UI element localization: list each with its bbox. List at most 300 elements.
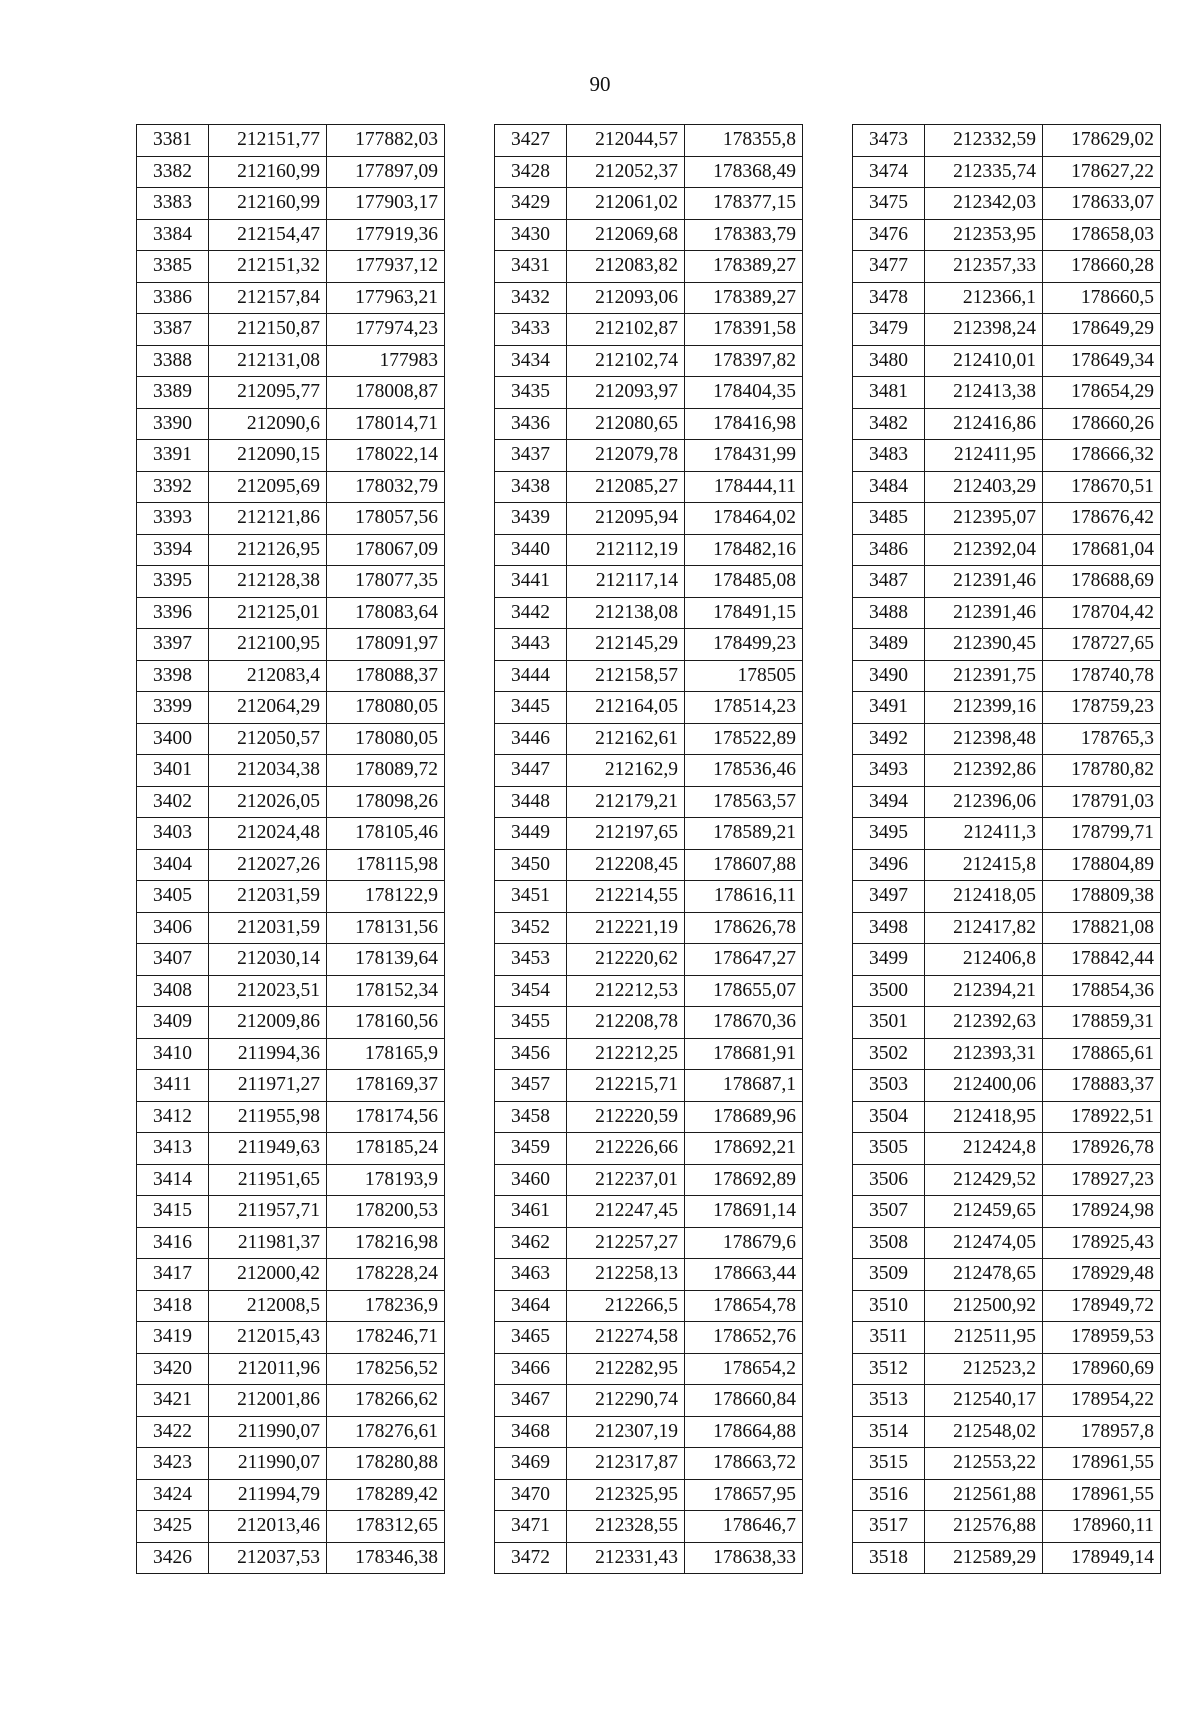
table-row	[495, 1227, 803, 1259]
x-coordinate-cell: 211971,27	[209, 1070, 327, 1102]
x-coordinate-cell: 212162,9	[567, 755, 685, 787]
table-row	[137, 1542, 445, 1574]
y-coordinate-cell: 178246,71	[327, 1322, 445, 1354]
x-coordinate-cell: 212083,82	[567, 251, 685, 283]
point-number-cell: 3395	[137, 566, 209, 598]
y-coordinate-cell: 178312,65	[327, 1511, 445, 1543]
point-number-cell: 3449	[495, 818, 567, 850]
x-coordinate-cell: 212034,38	[209, 755, 327, 787]
x-coordinate-cell: 212417,82	[925, 912, 1043, 944]
x-coordinate-cell: 212044,57	[567, 125, 685, 157]
y-coordinate-cell: 178014,71	[327, 408, 445, 440]
table-row	[495, 219, 803, 251]
x-coordinate-cell: 212037,53	[209, 1542, 327, 1574]
table-row	[137, 219, 445, 251]
y-coordinate-cell: 177974,23	[327, 314, 445, 346]
y-coordinate-cell: 178663,72	[685, 1448, 803, 1480]
point-number-cell: 3503	[853, 1070, 925, 1102]
y-coordinate-cell: 177919,36	[327, 219, 445, 251]
point-number-cell: 3382	[137, 156, 209, 188]
table-row	[495, 440, 803, 472]
x-coordinate-cell: 212214,55	[567, 881, 685, 913]
x-coordinate-cell: 212391,46	[925, 566, 1043, 598]
y-coordinate-cell: 178139,64	[327, 944, 445, 976]
table-row	[853, 1101, 1161, 1133]
table-row	[495, 1101, 803, 1133]
x-coordinate-cell: 212151,77	[209, 125, 327, 157]
x-coordinate-cell: 212126,95	[209, 534, 327, 566]
table-row	[853, 1164, 1161, 1196]
point-number-cell: 3505	[853, 1133, 925, 1165]
table-row	[495, 786, 803, 818]
x-coordinate-cell: 212093,06	[567, 282, 685, 314]
x-coordinate-cell: 211990,07	[209, 1416, 327, 1448]
point-number-cell: 3450	[495, 849, 567, 881]
point-number-cell: 3397	[137, 629, 209, 661]
table-row	[495, 755, 803, 787]
x-coordinate-cell: 212031,59	[209, 912, 327, 944]
x-coordinate-cell: 212015,43	[209, 1322, 327, 1354]
table-row	[495, 629, 803, 661]
y-coordinate-cell: 178652,76	[685, 1322, 803, 1354]
table-row	[137, 692, 445, 724]
point-number-cell: 3457	[495, 1070, 567, 1102]
table-row	[853, 912, 1161, 944]
x-coordinate-cell: 212391,75	[925, 660, 1043, 692]
point-number-cell: 3440	[495, 534, 567, 566]
point-number-cell: 3386	[137, 282, 209, 314]
x-coordinate-cell: 212523,2	[925, 1353, 1043, 1385]
table-row	[495, 408, 803, 440]
table-row	[853, 282, 1161, 314]
x-coordinate-cell: 212208,78	[567, 1007, 685, 1039]
point-number-cell: 3408	[137, 975, 209, 1007]
table-row	[495, 1196, 803, 1228]
x-coordinate-cell: 212145,29	[567, 629, 685, 661]
point-number-cell: 3516	[853, 1479, 925, 1511]
y-coordinate-cell: 178083,64	[327, 597, 445, 629]
x-coordinate-cell: 212121,86	[209, 503, 327, 535]
point-number-cell: 3494	[853, 786, 925, 818]
x-coordinate-cell: 212026,05	[209, 786, 327, 818]
point-number-cell: 3489	[853, 629, 925, 661]
point-number-cell: 3493	[853, 755, 925, 787]
point-number-cell: 3430	[495, 219, 567, 251]
x-coordinate-cell: 212208,45	[567, 849, 685, 881]
table-row	[853, 1227, 1161, 1259]
x-coordinate-cell: 212290,74	[567, 1385, 685, 1417]
y-coordinate-cell: 178499,23	[685, 629, 803, 661]
x-coordinate-cell: 212410,01	[925, 345, 1043, 377]
point-number-cell: 3409	[137, 1007, 209, 1039]
table-row	[853, 503, 1161, 535]
x-coordinate-cell: 212197,65	[567, 818, 685, 850]
x-coordinate-cell: 212125,01	[209, 597, 327, 629]
y-coordinate-cell: 178679,6	[685, 1227, 803, 1259]
x-coordinate-cell: 212112,19	[567, 534, 685, 566]
x-coordinate-cell: 212150,87	[209, 314, 327, 346]
table-row	[137, 1385, 445, 1417]
y-coordinate-cell: 178397,82	[685, 345, 803, 377]
point-number-cell: 3456	[495, 1038, 567, 1070]
table-row	[495, 1416, 803, 1448]
x-coordinate-cell: 212080,65	[567, 408, 685, 440]
point-number-cell: 3437	[495, 440, 567, 472]
table-row	[495, 975, 803, 1007]
x-coordinate-cell: 211994,79	[209, 1479, 327, 1511]
point-number-cell: 3515	[853, 1448, 925, 1480]
point-number-cell: 3441	[495, 566, 567, 598]
y-coordinate-cell: 178355,8	[685, 125, 803, 157]
y-coordinate-cell: 178266,62	[327, 1385, 445, 1417]
x-coordinate-cell: 211957,71	[209, 1196, 327, 1228]
y-coordinate-cell: 178464,02	[685, 503, 803, 535]
x-coordinate-cell: 211990,07	[209, 1448, 327, 1480]
x-coordinate-cell: 212008,5	[209, 1290, 327, 1322]
x-coordinate-cell: 211981,37	[209, 1227, 327, 1259]
x-coordinate-cell: 212095,77	[209, 377, 327, 409]
table-row	[853, 1133, 1161, 1165]
y-coordinate-cell: 178431,99	[685, 440, 803, 472]
x-coordinate-cell: 212353,95	[925, 219, 1043, 251]
table-row	[853, 1070, 1161, 1102]
y-coordinate-cell: 178193,9	[327, 1164, 445, 1196]
point-number-cell: 3501	[853, 1007, 925, 1039]
table-row	[137, 660, 445, 692]
table-row	[853, 1353, 1161, 1385]
x-coordinate-cell: 212411,3	[925, 818, 1043, 850]
table-row	[853, 1542, 1161, 1574]
x-coordinate-cell: 212258,13	[567, 1259, 685, 1291]
table-row	[853, 125, 1161, 157]
y-coordinate-cell: 178949,72	[1043, 1290, 1161, 1322]
point-number-cell: 3479	[853, 314, 925, 346]
x-coordinate-cell: 212413,38	[925, 377, 1043, 409]
point-number-cell: 3446	[495, 723, 567, 755]
y-coordinate-cell: 178256,52	[327, 1353, 445, 1385]
point-number-cell: 3385	[137, 251, 209, 283]
table-row	[853, 755, 1161, 787]
point-number-cell: 3492	[853, 723, 925, 755]
y-coordinate-cell: 178687,1	[685, 1070, 803, 1102]
point-number-cell: 3483	[853, 440, 925, 472]
point-number-cell: 3439	[495, 503, 567, 535]
point-number-cell: 3429	[495, 188, 567, 220]
point-number-cell: 3459	[495, 1133, 567, 1165]
y-coordinate-cell: 178727,65	[1043, 629, 1161, 661]
x-coordinate-cell: 212561,88	[925, 1479, 1043, 1511]
y-coordinate-cell: 178228,24	[327, 1259, 445, 1291]
x-coordinate-cell: 212079,78	[567, 440, 685, 472]
y-coordinate-cell: 178925,43	[1043, 1227, 1161, 1259]
table-row	[853, 692, 1161, 724]
y-coordinate-cell: 178926,78	[1043, 1133, 1161, 1165]
y-coordinate-cell: 177903,17	[327, 188, 445, 220]
point-number-cell: 3401	[137, 755, 209, 787]
x-coordinate-cell: 212406,8	[925, 944, 1043, 976]
y-coordinate-cell: 178165,9	[327, 1038, 445, 1070]
table-row	[137, 912, 445, 944]
x-coordinate-cell: 212511,95	[925, 1322, 1043, 1354]
point-number-cell: 3415	[137, 1196, 209, 1228]
y-coordinate-cell: 178649,34	[1043, 345, 1161, 377]
y-coordinate-cell: 178160,56	[327, 1007, 445, 1039]
point-number-cell: 3474	[853, 156, 925, 188]
point-number-cell: 3426	[137, 1542, 209, 1574]
x-coordinate-cell: 211955,98	[209, 1101, 327, 1133]
x-coordinate-cell: 212411,95	[925, 440, 1043, 472]
table-row	[137, 881, 445, 913]
y-coordinate-cell: 178646,7	[685, 1511, 803, 1543]
point-number-cell: 3407	[137, 944, 209, 976]
point-number-cell: 3405	[137, 881, 209, 913]
point-number-cell: 3465	[495, 1322, 567, 1354]
y-coordinate-cell: 178688,69	[1043, 566, 1161, 598]
y-coordinate-cell: 178804,89	[1043, 849, 1161, 881]
x-coordinate-cell: 212162,61	[567, 723, 685, 755]
y-coordinate-cell: 178368,49	[685, 156, 803, 188]
table-row	[137, 345, 445, 377]
y-coordinate-cell: 178660,5	[1043, 282, 1161, 314]
x-coordinate-cell: 212247,45	[567, 1196, 685, 1228]
point-number-cell: 3400	[137, 723, 209, 755]
table-row	[137, 597, 445, 629]
x-coordinate-cell: 212093,97	[567, 377, 685, 409]
point-number-cell: 3452	[495, 912, 567, 944]
point-number-cell: 3461	[495, 1196, 567, 1228]
y-coordinate-cell: 178660,84	[685, 1385, 803, 1417]
x-coordinate-cell: 212226,66	[567, 1133, 685, 1165]
table-row	[495, 1448, 803, 1480]
point-number-cell: 3499	[853, 944, 925, 976]
point-number-cell: 3464	[495, 1290, 567, 1322]
y-coordinate-cell: 178383,79	[685, 219, 803, 251]
point-number-cell: 3480	[853, 345, 925, 377]
x-coordinate-cell: 212394,21	[925, 975, 1043, 1007]
table-row	[495, 881, 803, 913]
y-coordinate-cell: 178491,15	[685, 597, 803, 629]
coordinates-table-3	[852, 124, 1161, 1574]
x-coordinate-cell: 212000,42	[209, 1259, 327, 1291]
table-row	[495, 1479, 803, 1511]
x-coordinate-cell: 212393,31	[925, 1038, 1043, 1070]
point-number-cell: 3387	[137, 314, 209, 346]
point-number-cell: 3507	[853, 1196, 925, 1228]
point-number-cell: 3484	[853, 471, 925, 503]
point-number-cell: 3495	[853, 818, 925, 850]
y-coordinate-cell: 178654,2	[685, 1353, 803, 1385]
point-number-cell: 3414	[137, 1164, 209, 1196]
table-row	[853, 314, 1161, 346]
table-row	[853, 1290, 1161, 1322]
point-number-cell: 3513	[853, 1385, 925, 1417]
point-number-cell: 3425	[137, 1511, 209, 1543]
y-coordinate-cell: 178660,26	[1043, 408, 1161, 440]
point-number-cell: 3468	[495, 1416, 567, 1448]
y-coordinate-cell: 178681,91	[685, 1038, 803, 1070]
x-coordinate-cell: 212023,51	[209, 975, 327, 1007]
x-coordinate-cell: 212117,14	[567, 566, 685, 598]
y-coordinate-cell: 178536,46	[685, 755, 803, 787]
table-row	[853, 629, 1161, 661]
x-coordinate-cell: 212424,8	[925, 1133, 1043, 1165]
x-coordinate-cell: 212069,68	[567, 219, 685, 251]
table-row	[495, 125, 803, 157]
x-coordinate-cell: 212403,29	[925, 471, 1043, 503]
table-row	[853, 156, 1161, 188]
point-number-cell: 3447	[495, 755, 567, 787]
y-coordinate-cell: 178791,03	[1043, 786, 1161, 818]
x-coordinate-cell: 212398,24	[925, 314, 1043, 346]
y-coordinate-cell: 178660,28	[1043, 251, 1161, 283]
table-row	[495, 1290, 803, 1322]
y-coordinate-cell: 178676,42	[1043, 503, 1161, 535]
y-coordinate-cell: 178131,56	[327, 912, 445, 944]
point-number-cell: 3506	[853, 1164, 925, 1196]
point-number-cell: 3438	[495, 471, 567, 503]
y-coordinate-cell: 177882,03	[327, 125, 445, 157]
x-coordinate-cell: 212418,05	[925, 881, 1043, 913]
x-coordinate-cell: 212095,69	[209, 471, 327, 503]
point-number-cell: 3419	[137, 1322, 209, 1354]
x-coordinate-cell: 212335,74	[925, 156, 1043, 188]
x-coordinate-cell: 212220,59	[567, 1101, 685, 1133]
y-coordinate-cell: 178809,38	[1043, 881, 1161, 913]
y-coordinate-cell: 178404,35	[685, 377, 803, 409]
point-number-cell: 3453	[495, 944, 567, 976]
table-row	[137, 1164, 445, 1196]
table-row	[853, 1385, 1161, 1417]
table-row	[853, 660, 1161, 692]
table-row	[495, 282, 803, 314]
point-number-cell: 3384	[137, 219, 209, 251]
y-coordinate-cell: 178821,08	[1043, 912, 1161, 944]
coordinates-table-2	[494, 124, 803, 1574]
table-row	[495, 723, 803, 755]
table-row	[853, 219, 1161, 251]
x-coordinate-cell: 212024,48	[209, 818, 327, 850]
x-coordinate-cell: 212011,96	[209, 1353, 327, 1385]
y-coordinate-cell: 178105,46	[327, 818, 445, 850]
y-coordinate-cell: 178563,57	[685, 786, 803, 818]
y-coordinate-cell: 177937,12	[327, 251, 445, 283]
table-row	[137, 975, 445, 1007]
y-coordinate-cell: 178960,69	[1043, 1353, 1161, 1385]
x-coordinate-cell: 212237,01	[567, 1164, 685, 1196]
table-row	[137, 251, 445, 283]
point-number-cell: 3467	[495, 1385, 567, 1417]
table-row	[853, 471, 1161, 503]
y-coordinate-cell: 178759,23	[1043, 692, 1161, 724]
point-number-cell: 3410	[137, 1038, 209, 1070]
y-coordinate-cell: 178627,22	[1043, 156, 1161, 188]
x-coordinate-cell: 212220,62	[567, 944, 685, 976]
table-row	[495, 1322, 803, 1354]
y-coordinate-cell: 178276,61	[327, 1416, 445, 1448]
point-number-cell: 3485	[853, 503, 925, 535]
point-number-cell: 3433	[495, 314, 567, 346]
y-coordinate-cell: 178346,38	[327, 1542, 445, 1574]
point-number-cell: 3486	[853, 534, 925, 566]
x-coordinate-cell: 212392,86	[925, 755, 1043, 787]
y-coordinate-cell: 178067,09	[327, 534, 445, 566]
table-row	[495, 251, 803, 283]
point-number-cell: 3417	[137, 1259, 209, 1291]
y-coordinate-cell: 178927,23	[1043, 1164, 1161, 1196]
y-coordinate-cell: 178658,03	[1043, 219, 1161, 251]
x-coordinate-cell: 212540,17	[925, 1385, 1043, 1417]
table-row	[495, 1353, 803, 1385]
point-number-cell: 3390	[137, 408, 209, 440]
y-coordinate-cell: 178391,58	[685, 314, 803, 346]
table-row	[137, 1038, 445, 1070]
x-coordinate-cell: 212548,02	[925, 1416, 1043, 1448]
table-row	[495, 188, 803, 220]
table-row	[853, 1448, 1161, 1480]
table-row	[137, 1511, 445, 1543]
table-row	[495, 156, 803, 188]
y-coordinate-cell: 178089,72	[327, 755, 445, 787]
x-coordinate-cell: 211949,63	[209, 1133, 327, 1165]
point-number-cell: 3392	[137, 471, 209, 503]
table-row	[137, 786, 445, 818]
y-coordinate-cell: 178765,3	[1043, 723, 1161, 755]
table-row	[853, 377, 1161, 409]
table-row	[137, 723, 445, 755]
point-number-cell: 3427	[495, 125, 567, 157]
x-coordinate-cell: 212429,52	[925, 1164, 1043, 1196]
y-coordinate-cell: 178649,29	[1043, 314, 1161, 346]
x-coordinate-cell: 212478,65	[925, 1259, 1043, 1291]
coordinates-table-1	[136, 124, 445, 1574]
point-number-cell: 3463	[495, 1259, 567, 1291]
x-coordinate-cell: 212553,22	[925, 1448, 1043, 1480]
y-coordinate-cell: 177897,09	[327, 156, 445, 188]
y-coordinate-cell: 177963,21	[327, 282, 445, 314]
y-coordinate-cell: 178692,21	[685, 1133, 803, 1165]
x-coordinate-cell: 212083,4	[209, 660, 327, 692]
x-coordinate-cell: 211951,65	[209, 1164, 327, 1196]
point-number-cell: 3497	[853, 881, 925, 913]
y-coordinate-cell: 178122,9	[327, 881, 445, 913]
x-coordinate-cell: 212160,99	[209, 156, 327, 188]
table-row	[137, 1448, 445, 1480]
table-row	[495, 1259, 803, 1291]
x-coordinate-cell: 212138,08	[567, 597, 685, 629]
point-number-cell: 3454	[495, 975, 567, 1007]
table-row	[853, 786, 1161, 818]
y-coordinate-cell: 178654,78	[685, 1290, 803, 1322]
y-coordinate-cell: 177983	[327, 345, 445, 377]
y-coordinate-cell: 178626,78	[685, 912, 803, 944]
point-number-cell: 3514	[853, 1416, 925, 1448]
table-row	[853, 849, 1161, 881]
x-coordinate-cell: 212589,29	[925, 1542, 1043, 1574]
y-coordinate-cell: 178482,16	[685, 534, 803, 566]
point-number-cell: 3490	[853, 660, 925, 692]
point-number-cell: 3518	[853, 1542, 925, 1574]
x-coordinate-cell: 212357,33	[925, 251, 1043, 283]
y-coordinate-cell: 178692,89	[685, 1164, 803, 1196]
y-coordinate-cell: 178080,05	[327, 723, 445, 755]
x-coordinate-cell: 212391,46	[925, 597, 1043, 629]
x-coordinate-cell: 212415,8	[925, 849, 1043, 881]
table-row	[137, 1101, 445, 1133]
point-number-cell: 3466	[495, 1353, 567, 1385]
y-coordinate-cell: 178389,27	[685, 282, 803, 314]
y-coordinate-cell: 178416,98	[685, 408, 803, 440]
x-coordinate-cell: 212013,46	[209, 1511, 327, 1543]
